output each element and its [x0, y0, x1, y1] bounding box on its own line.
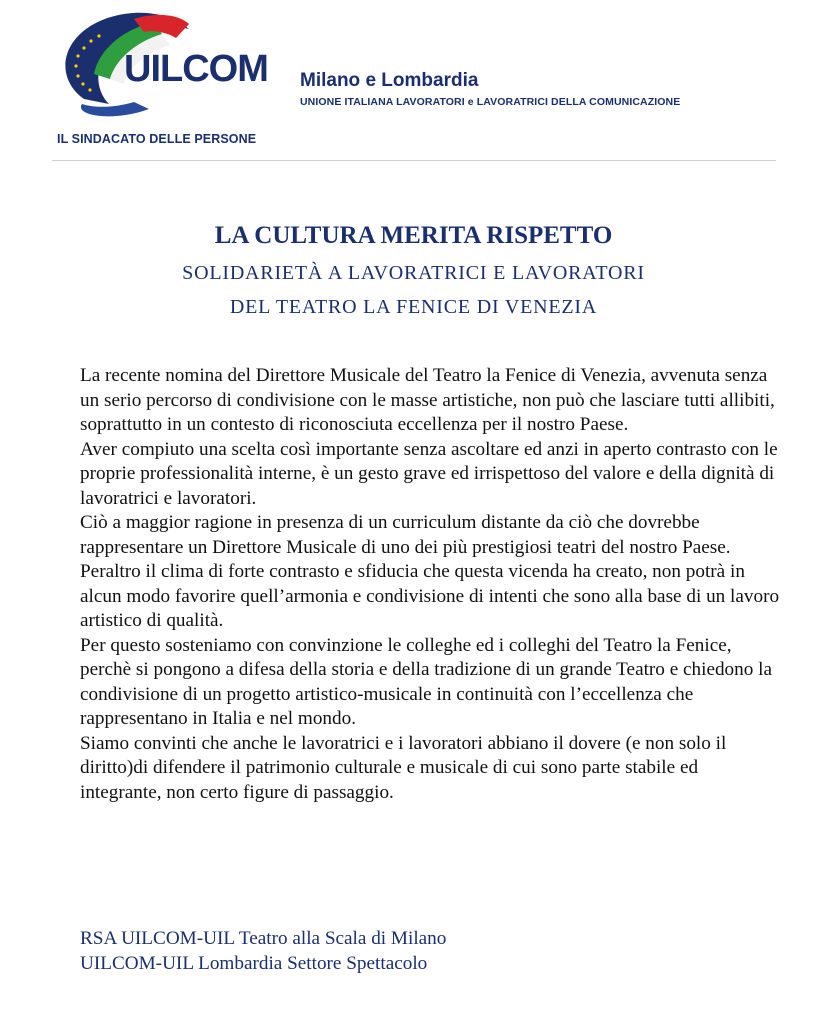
logo-wordmark: UILCOM	[124, 48, 268, 90]
uilcom-logo	[54, 4, 268, 124]
signature-block	[80, 926, 446, 976]
header-divider	[52, 160, 776, 161]
body-paragraph: Ciò a maggior ragione in presenza di un curriculum distante da ciò che dovrebbe rappresentare un Direttore Musicale di uno dei più prestigiosi teatri del nostro Paese.	[80, 512, 731, 558]
body-paragraph: La recente nomina del Direttore Musicale del Teatro la Fenice di Venezia, avvenuta senza un serio percorso di condivisione con le masse artistiche, non può che lasciare tutti allibiti, soprattutto in un contesto di riconosciuta eccellenza per il nostro Paese.	[80, 365, 775, 435]
tagline: IL SINDACATO DELLE PERSONE	[57, 132, 257, 146]
org-title: Milano e Lombardia	[300, 70, 479, 91]
document-body	[80, 364, 780, 805]
body-paragraph: Per questo sosteniamo con convinzione le colleghe ed i colleghi del Teatro la Fenice, perchè si pongono a difesa della storia e della tradizione di un grande Teatro e chiedono la condivisione di un progetto artistico-musicale in continuità con l’eccellenza che rappresentano in Italia e nel mondo.	[80, 634, 772, 729]
document-subtitle-line1: SOLIDARIETÀ A LAVORATRICI E LAVORATORI	[182, 262, 645, 284]
body-paragraph: Aver compiuto una scelta così importante senza ascoltare ed anzi in aperto contrasto con le proprie professionalità interne, è un gesto grave ed irrispettoso del valore e della dignità di lavoratrici e lavoratori.	[80, 438, 778, 509]
document-title: LA CULTURA MERITA RISPETTO	[214, 222, 613, 249]
signature-line: RSA UILCOM-UIL Teatro alla Scala di Milano	[80, 928, 447, 949]
body-paragraph: Siamo convinti che anche le lavoratrici e i lavoratori abbiano il dovere (e non solo il diritto)di difendere il patrimonio culturale e musicale di cui sono parte stabile ed integrante, non certo figure di passaggio.	[80, 732, 727, 803]
body-paragraph: Peraltro il clima di forte contrasto e sfiducia che questa vicenda ha creato, non potrà in alcun modo favorire quell’armonia e condivisione di intenti che sono alla base di un lavoro artistico di qualità.	[80, 561, 780, 631]
signature-line: UILCOM-UIL Lombardia Settore Spettacolo	[80, 953, 428, 974]
document-subtitle-line2: DEL TEATRO LA FENICE DI VENEZIA	[229, 296, 598, 318]
org-subtitle: UNIONE ITALIANA LAVORATORI e LAVORATRICI DELLA COMUNICAZIONE	[300, 96, 681, 108]
